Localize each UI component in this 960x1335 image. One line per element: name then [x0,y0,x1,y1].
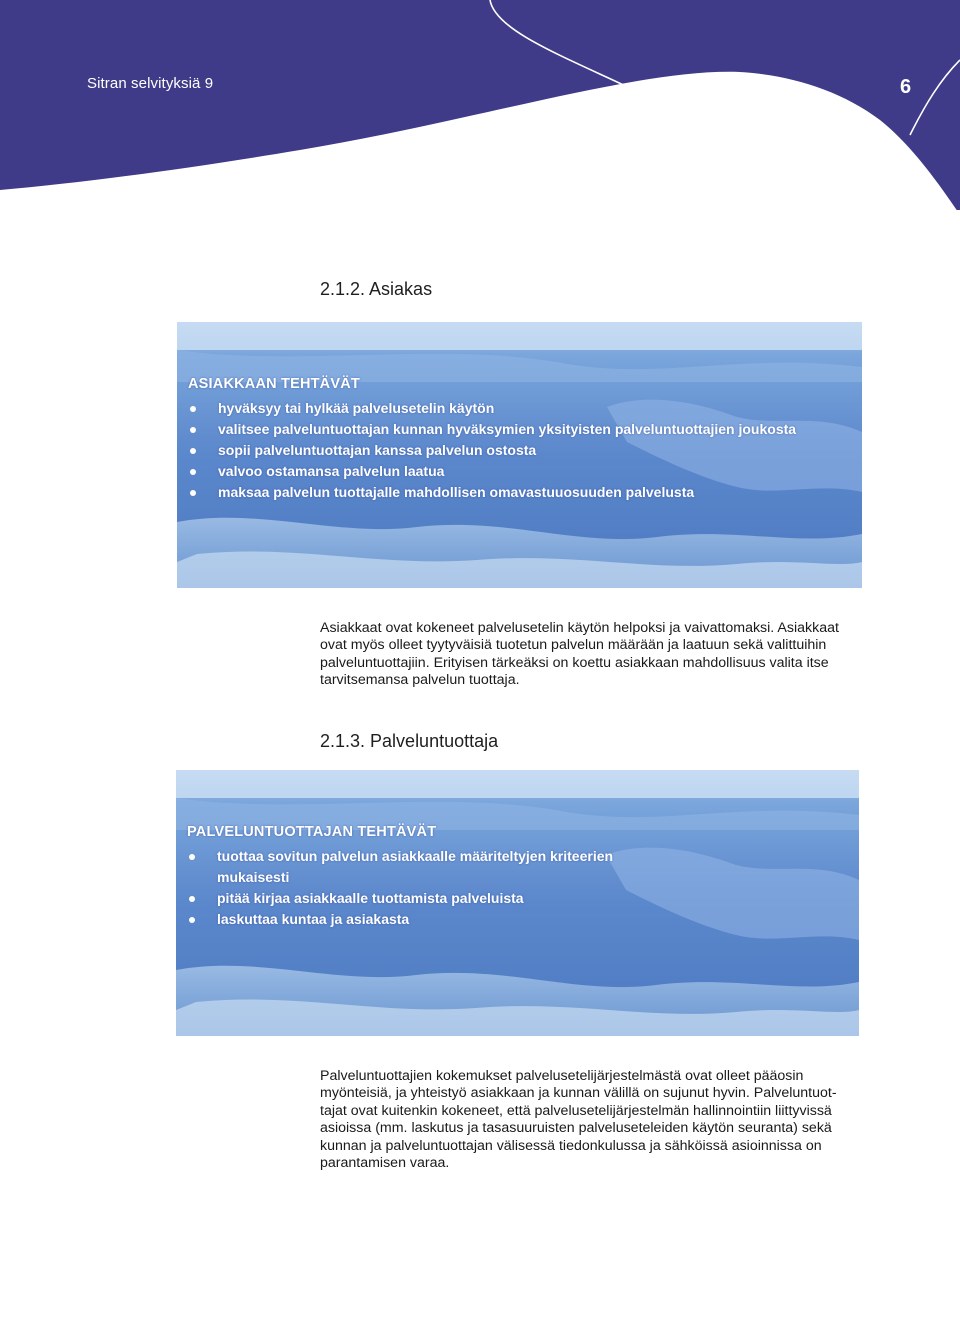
list-item: maksaa palvelun tuottajalle mahdollisen omavastuuosuuden palvelusta [188,482,796,503]
asiakas-tasks-content [188,376,796,503]
palveluntuottaja-tasks-banner [176,770,859,1036]
paragraph-line: palveluntuottajiin. Erityisen tärkeäksi on koettu asiakkaan mahdollisuus valita itse [320,654,829,671]
palveluntuottaja-paragraph [320,1068,860,1172]
palveluntuottaja-tasks-content [187,824,657,930]
list-item: hyväksyy tai hylkää palvelusetelin käytön [188,398,796,419]
paragraph-line: tajat ovat kuitenkin kokeneet, että palvelusetelijärjestelmän hallinnointiin liittyvissä [320,1102,832,1119]
paragraph-line: Asiakkaat ovat kokeneet palvelusetelin käytön helpoksi ja vaivattomaksi. Asiakkaat [320,620,839,636]
asiakas-tasks-list [188,398,796,503]
palveluntuottaja-tasks-title: PALVELUNTUOTTAJAN TEHTÄVÄT [187,824,437,840]
page-number: 6 [900,76,912,98]
paragraph-line: Palveluntuottajien kokemukset palvelusetelijärjestelmästä ovat olleet pääosin [320,1068,804,1084]
list-item: sopii palveluntuottajan kanssa palvelun ostosta [188,440,796,461]
paragraph-line: kunnan ja palveluntuottajan välisessä tiedonkulussa ja sähköissä asioinnissa on [320,1137,822,1154]
paragraph-line: asioissa (mm. laskutus ja tasasuuruisten palveluseteleiden käytön seuranta) sekä [320,1120,832,1137]
header-band [0,0,960,210]
list-item: valvoo ostamansa palvelun laatua [188,461,796,482]
list-item: valitsee palveluntuottajan kunnan hyväksymien yksityisten palveluntuottajien joukosta [188,419,796,440]
section-heading-asiakas: 2.1.2. Asiakas [320,279,433,299]
paragraph-line: myönteisiä, ja yhteistyö asiakkaan ja kunnan välillä on sujunut hyvin. Palveluntuot- [320,1085,837,1102]
section-heading-palveluntuottaja: 2.1.3. Palveluntuottaja [320,731,499,751]
paragraph-line: ovat myös olleet tyytyväisiä tuotetun palvelun määrään ja laatuun sekä valittuihin [320,637,827,654]
asiakas-paragraph [320,620,860,690]
palveluntuottaja-tasks-list [187,846,657,930]
list-item: pitää kirjaa asiakkaalle tuottamista palveluista [187,888,657,909]
series-title: Sitran selvityksiä 9 [87,75,214,92]
asiakas-tasks-title: ASIAKKAAN TEHTÄVÄT [188,376,360,392]
paragraph-line: parantamisen varaa. [320,1155,450,1172]
list-item: tuottaa sovitun palvelun asiakkaalle määriteltyjen kriteerien mukaisesti [187,846,657,888]
list-item: laskuttaa kuntaa ja asiakasta [187,909,657,930]
asiakas-tasks-banner [177,322,862,588]
paragraph-line: tarvitsemansa palvelun tuottaja. [320,672,520,689]
